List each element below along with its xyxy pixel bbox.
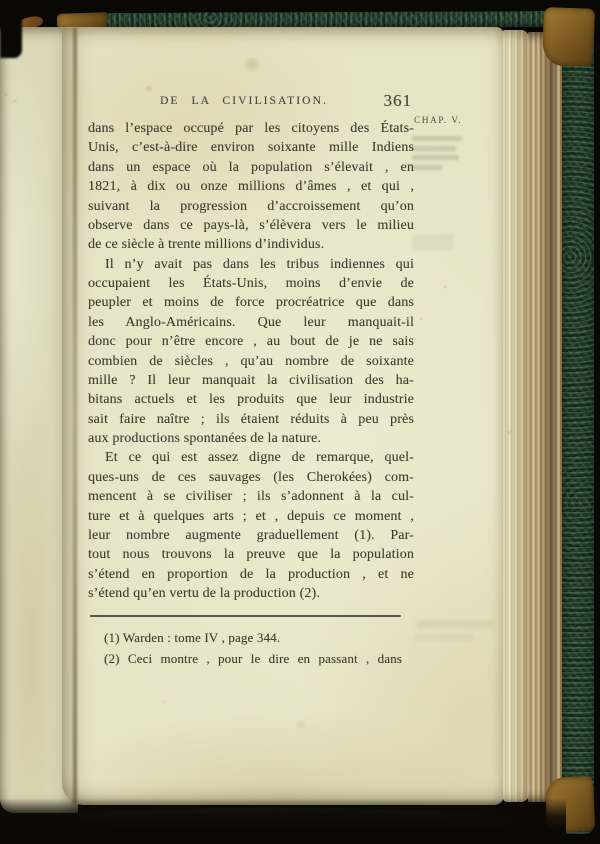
running-title: DE LA CIVILISATION. (160, 95, 328, 107)
body-line: ques-uns de ces sauvages (les Cherokées) com- (88, 469, 414, 485)
foxing-spot (443, 285, 447, 289)
body-line: occupaient les États-Unis, moins d’envie de (88, 276, 414, 291)
footnotes (88, 628, 402, 670)
ink-bleedthrough (416, 620, 494, 628)
body-line: donc pour n’être encore , au bout de je ne sais (88, 334, 414, 350)
body-line: Et ce qui est assez digne de remarque, quel- (105, 450, 414, 466)
leather-corner-bottom-right (545, 776, 596, 833)
body-line: bitans actuels et les produits que leur industrie (88, 392, 414, 408)
gutter-shadow (73, 28, 77, 804)
ink-bleedthrough (412, 234, 454, 250)
body-line: s’étend en proportion de la production , et ne (88, 566, 414, 582)
page-number: 361 (383, 91, 412, 110)
body-line: dans un espace où la population s’élevait , en (88, 159, 414, 175)
body-line: combien de siècles , qu’au nombre de soixante (88, 353, 414, 369)
body-line: mille ? Il leur manquait la civilisation des ha- (88, 372, 414, 388)
background-corner (0, 0, 22, 58)
body-line: suivant la progression d’accroissement qu’on (88, 198, 414, 214)
foxing-spot (13, 99, 18, 103)
foxing-spot (162, 700, 167, 704)
ink-bleedthrough (412, 136, 462, 174)
body-line: de ce siècle à trente millions d’individus. (88, 237, 325, 253)
foxing-spot (240, 57, 264, 72)
body-line: Unis, c’est-à-dire environ soixante mille Indiens (88, 140, 414, 156)
body-line: leur nombre augmente graduellement (1). Par- (88, 527, 414, 543)
foxing-spot (295, 720, 307, 729)
foxing-spot (506, 430, 512, 435)
body-line: 1821, à dix ou onze millions d’âmes , et qui , (88, 179, 414, 195)
body-line: aux productions spontanées de la nature. (88, 431, 322, 446)
body-line: observe dans ce pays-là, s’élèvera vers le milieu (88, 217, 414, 233)
leather-corner-top-right (542, 7, 595, 67)
body-line: ture et à quelques arts ; et , depuis ce moment , (88, 508, 414, 524)
body-line: mencent à se civiliser ; ils s’adonnent à la cul- (88, 489, 414, 505)
foxing-spot (3, 92, 9, 97)
body-line: Il n’y avait pas dans les tribus indiennes qui (105, 256, 414, 272)
marbled-cover-edge (562, 10, 594, 834)
footnote: (1) Warden : tome IV , page 344. (104, 630, 281, 645)
footnote: (2) Ceci montre , pour le dire en passant , dans (104, 650, 402, 666)
body-text (88, 119, 414, 603)
fore-edge-page-stack (528, 32, 564, 802)
ink-bleedthrough (414, 634, 474, 641)
body-line: les Anglo-Américains. Que leur manquait-il (88, 314, 414, 330)
foxing-spot (144, 85, 153, 92)
body-line: sait faire naître ; ils étaient réduits à peu près (88, 411, 414, 427)
cover-bottom-edge (80, 806, 520, 831)
footnote-rule (90, 615, 401, 617)
body-line: peupler et moins de force procréatrice que dans (88, 295, 414, 311)
body-line: tout nous trouvons la preuve que la population (88, 547, 414, 563)
body-line: s’étend qu’en vertu de la production (2). (88, 586, 321, 601)
chapter-margin-note: CHAP. V. (414, 116, 463, 126)
foxing-spot (419, 317, 423, 321)
page-right-edge (503, 30, 529, 802)
body-line: dans l’espace occupé par les citoyens des États- (88, 121, 414, 136)
